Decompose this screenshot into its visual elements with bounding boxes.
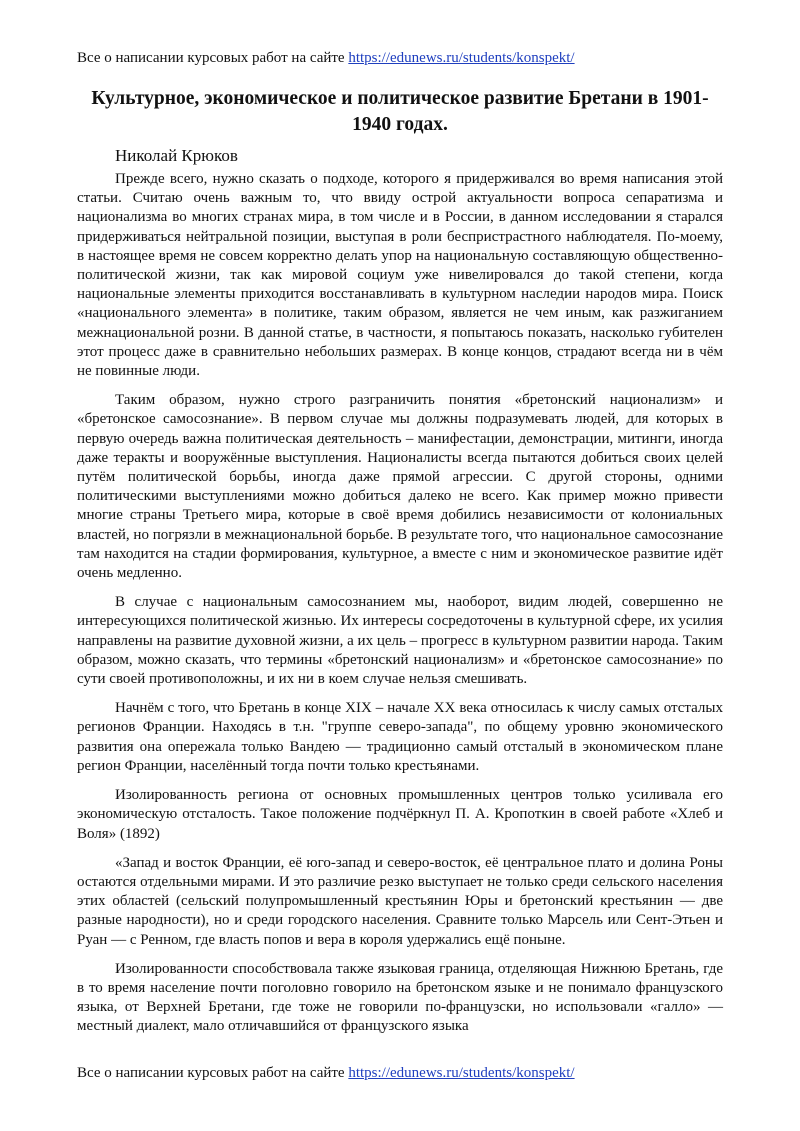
paragraph: Прежде всего, нужно сказать о подходе, которого я придерживался во время написания этой статьи. Считаю очень важным то, что ввиду острой актуальности вопроса сепаратизма и национализма во многих странах мира, в том числе и в России, в данном исследовании я старался придерживаться нейтральной позиции, выступая в роли беспристрастного наблюдателя. По-моему, в настоящее время не совсем корректно делать упор на национальную составляющую общественно-политической жизни, так как мировой социум уже нивелировался до такой степени, когда национальные элементы приходится восстанавливать в культурном наследии народов мира. Поиск «национального элемента» в политике, таким образом, является не чем иным, как разжиганием межнациональной розни. В данной статье, в частности, я попытаюсь показать, насколько губителен этот процесс даже в сравнительно небольших размерах. В конце концов, страдают всегда ни в чём не повинные люди. — [77, 171, 723, 380]
paragraph: «Запад и восток Франции, её юго-запад и северо-восток, её центральное плато и долина Роны остаются отдельными мирами. И это различие резко выступает не только среди сельского населения этих областей (сельский полупромышленный крестьянин Юры и бретонский крестьянин — две разные народности), но и среди городского населения. Сравните только Марсель или Сент-Этьен и Руан — с Ренном, где власть попов и вера в короля удержались ещё поныне. — [77, 854, 723, 948]
footer-text: Все о написании курсовых работ на сайте — [77, 1065, 349, 1081]
paragraph: Изолированности способствовала также языковая граница, отделяющая Нижнюю Бретань, где в то время население почти поголовно говорило на бретонском языке и не понимало французского языка, от Верхней Бретани, где тоже не говорили по-французски, но использовали «галло» — местный диалект, мало отличавшийся от французского языка — [77, 960, 723, 1035]
article-author: Николай Крюков — [115, 146, 238, 165]
paragraph: В случае с национальным самосознанием мы, наоборот, видим людей, совершенно не интересующихся политической жизнью. Их интересы сосредоточены в культурной сфере, их усилия направлены на развитие духовной жизни, а их цель – прогресс в культурном развитии народа. Таким образом, можно сказать, что термины «бретонский национализм» и «бретонское самосознание» по сути своей противоположны, и их ни в коем случае нельзя смешивать. — [77, 594, 723, 688]
article-body — [77, 170, 723, 1047]
footer-link[interactable]: https://edunews.ru/students/konspekt/ — [348, 1065, 575, 1081]
header-text: Все о написании курсовых работ на сайте — [77, 50, 349, 66]
header-link[interactable]: https://edunews.ru/students/konspekt/ — [348, 50, 575, 66]
paragraph: Начнём с того, что Бретань в конце XIX – начале XX века относилась к числу самых отсталых регионов Франции. Находясь в т.н. "группе северо-запада", по общему уровню экономического развития она опережала только Вандею — традиционно самый отсталый в экономическом плане регион Франции, населённый тогда почти только крестьянами. — [77, 700, 723, 774]
page-header — [77, 49, 575, 67]
paragraph: Таким образом, нужно строго разграничить понятия «бретонский национализм» и «бретонское самосознание». В первом случае мы должны подразумевать людей, для которых в первую очередь важна политическая деятельность – манифестации, демонстрации, митинги, иногда даже теракты и вооружённые выступления. Националисты всегда пытаются добиться своих целей путём политической борьбы, иногда даже прямой агрессии. С другой стороны, одними политическими выступлениями можно добиться далеко не всего. Как пример можно привести многие страны Третьего мира, которые в своё время добились независимости от колониальных властей, но погрязли в межнациональной борьбе. В результате того, что национальное самосознание там находится на стадии формирования, культурное, а вместе с ним и экономическое развитие идёт очень медленно. — [77, 392, 723, 582]
paragraph: Изолированность региона от основных промышленных центров только усиливала его экономическую отсталость. Такое положение подчёркнул П. А. Кропоткин в своей работе «Хлеб и Воля» (1892) — [77, 787, 723, 842]
page-footer — [77, 1064, 575, 1082]
article-title: Культурное, экономическое и политическое развитие Бретани в 1901-1940 годах. — [91, 88, 709, 135]
